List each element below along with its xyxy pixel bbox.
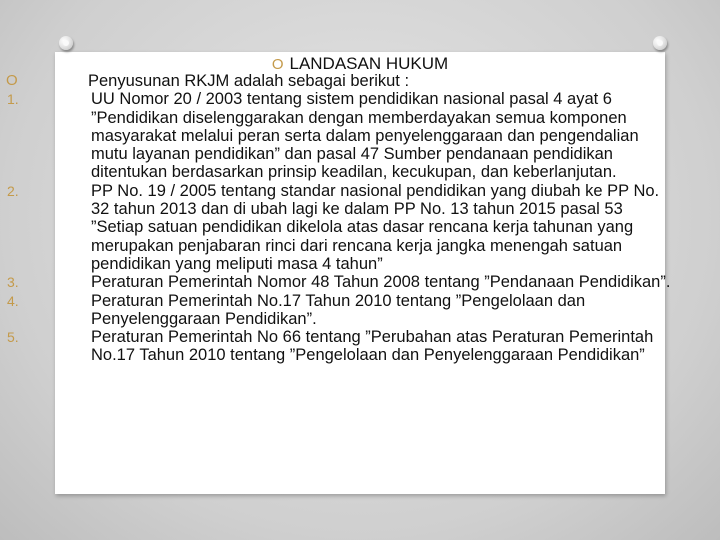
list-item	[0, 328, 700, 365]
list-item-number: 5.	[7, 329, 19, 346]
list-item-number: 2.	[7, 182, 19, 199]
list-item-text: Peraturan Pemerintah No.17 Tahun 2010 tentang ”Pengelolaan dan Penyelenggaraan Pendidikan”.	[91, 291, 586, 328]
slide-title	[0, 54, 720, 74]
pushpin-left-icon	[59, 36, 73, 50]
list-item	[0, 90, 700, 181]
list-item-number: 3.	[7, 274, 19, 291]
list-item	[0, 182, 700, 273]
slide-content	[0, 72, 700, 365]
list-item-text: UU Nomor 20 / 2003 tentang sistem pendidikan nasional pasal 4 ayat 6 ”Pendidikan diselenggarakan dengan memberdayakan semua komponen masyarakat melalui peran serta dalam penyelenggaraan dan pengendalian mutu layanan pendidikan” dan pasal 47 Sumber pendanaan pendidikan ditentukan berdasarkan prinsip keadilan, kecukupan, dan keberlanjutan.	[91, 90, 639, 182]
list-item	[0, 273, 700, 291]
intro-bullet-icon: O	[6, 72, 18, 89]
list-item-text: PP No. 19 / 2005 tentang standar nasional pendidikan yang diubah ke PP No. 32 tahun 2013 dan di ubah lagi ke dalam PP No. 13 tahun 2015 pasal 53 ”Setiap satuan pendidikan dikelola atas dasar rencana kerja tahunan yang merupakan penjabaran rinci dari rencana kerja jangka menengah satuan pendidikan yang meliputi masa 4 tahun”	[91, 181, 660, 273]
list-item-number: 1.	[7, 91, 19, 108]
pushpin-right-icon	[653, 36, 667, 50]
list-item-text: Peraturan Pemerintah Nomor 48 Tahun 2008 tentang ”Pendanaan Pendidikan”.	[91, 273, 671, 292]
slide-title-text: LANDASAN HUKUM	[289, 54, 449, 73]
list-item-text: Peraturan Pemerintah No 66 tentang ”Perubahan atas Peraturan Pemerintah No.17 Tahun 2010 tentang ”Pengelolaan dan Penyelenggaraan Pendidikan”	[91, 328, 654, 365]
list-item	[0, 292, 700, 329]
intro-line	[0, 72, 700, 90]
title-bullet-icon: O	[271, 56, 284, 73]
intro-text: Penyusunan RKJM adalah sebagai berikut :	[88, 72, 410, 90]
list-item-number: 4.	[7, 292, 19, 309]
